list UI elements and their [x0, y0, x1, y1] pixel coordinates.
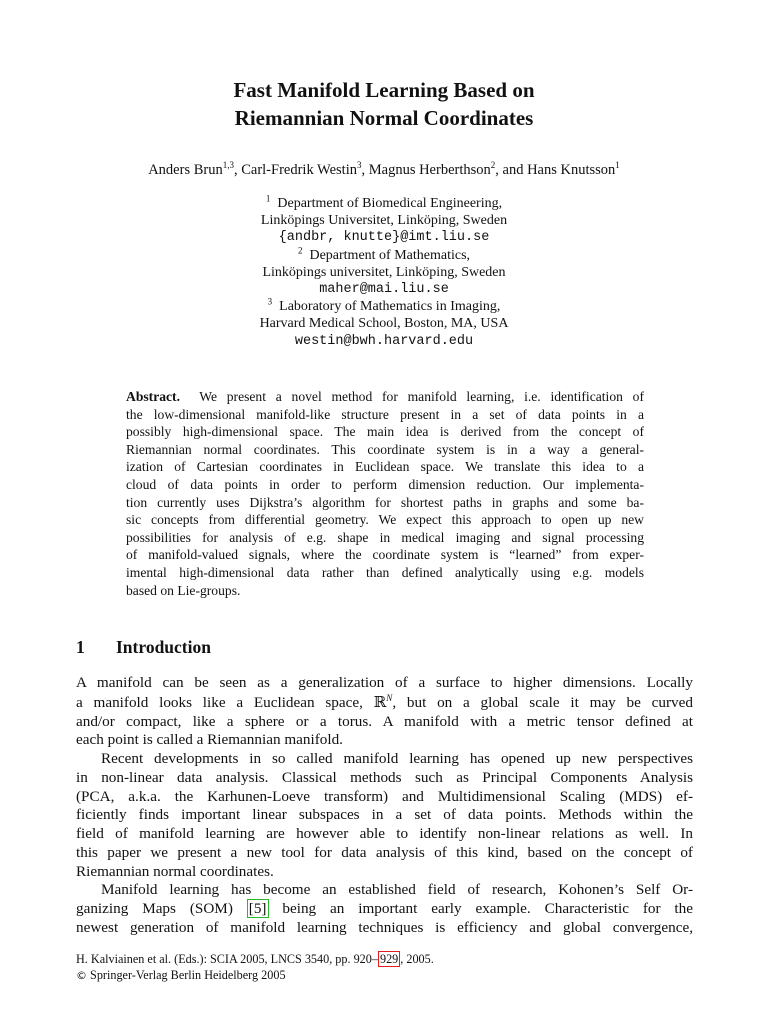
affiliation-3-dept-text: Laboratory of Mathematics in Imaging, — [279, 299, 501, 315]
affiliation-3-inst: Harvard Medical School, Boston, MA, USA — [259, 316, 509, 332]
author-brun: Anders Brun — [148, 162, 223, 178]
abstract-line: tion currently uses Dijkstra’s algorithm for shortest paths in graphs and some ba- — [126, 494, 644, 510]
copyright-text: Springer-Verlag Berlin Heidelberg 2005 — [87, 967, 286, 982]
footer-copyright — [76, 968, 434, 984]
title-line-2: Riemannian Normal Coordinates — [234, 106, 534, 130]
abstract-line: possibly high-dimensional space. The main idea is derived from the concept of — [126, 424, 644, 440]
body-line-text: a manifold looks like a Euclidean space, — [76, 693, 374, 711]
affiliation-1-email[interactable]: {andbr, knutte}@imt.liu.se — [278, 230, 490, 246]
affiliations — [0, 195, 768, 350]
body-line: each point is called a Riemannian manifold. — [76, 731, 343, 749]
body-line: in non-linear data analysis. Classical methods such as Principal Components Analysis — [76, 768, 693, 786]
body-line: and/or compact, like a sphere or a torus. A manifold with a metric tensor defined at — [76, 712, 693, 730]
author-westin-affil: 3 — [356, 160, 362, 171]
abstract-label: Abstract. — [126, 389, 180, 404]
abstract — [126, 388, 644, 599]
affiliation-3-dept — [0, 298, 768, 315]
abstract-line: possibilities for analysis of e.g. shape in medical imaging and signal processing — [126, 529, 644, 545]
body-line: (PCA, a.k.a. the Karhunen-Loeve transform) and Multidimensional Scaling (MDS) ef- — [76, 787, 693, 805]
affiliation-1-dept — [0, 195, 768, 212]
body-line: A manifold can be seen as a generalization of a surface to higher dimensions. Locally — [76, 674, 693, 691]
author-list — [0, 160, 768, 180]
footer-citation-text: H. Kalviainen et al. (Eds.): SCIA 2005, LNCS 3540, pp. 920– — [76, 952, 378, 966]
abstract-line — [126, 388, 644, 406]
page-footer — [76, 952, 434, 983]
affiliation-2-dept — [0, 244, 768, 264]
body-line: field of manifold learning are however able to identify non-linear relations as well. In — [76, 825, 693, 842]
copyright-symbol: © — [76, 968, 87, 982]
body-line — [76, 693, 693, 713]
affiliation-3-number: 3 — [267, 296, 273, 307]
author-knutsson: , and Hans Knutsson — [495, 162, 616, 178]
body-line: Recent developments in so called manifold learning has opened up new perspectives — [101, 750, 693, 767]
author-brun-affil: 1,3 — [222, 160, 234, 171]
citation-link-5[interactable]: [5] — [248, 900, 267, 917]
body-line: this paper we present a new tool for data analysis of this kind, based on the concept of — [76, 843, 693, 861]
author-herberthson: , Magnus Herberthson — [361, 162, 491, 178]
section-title: Introduction — [116, 637, 211, 657]
affiliation-2-number: 2 — [297, 244, 303, 255]
abstract-line: based on Lie-groups. — [126, 582, 241, 598]
body-line-text: , but on a global scale it may be curved — [392, 693, 693, 711]
author-westin: , Carl-Fredrik Westin — [233, 162, 357, 178]
abstract-line: imental high-dimensional data rather than defined analytically using e.g. models — [126, 564, 644, 580]
abstract-line: sic concepts from differential geometry. We expect this approach to open up new — [126, 512, 644, 528]
author-knutsson-affil: 1 — [615, 160, 620, 171]
introduction-body — [76, 674, 693, 938]
abstract-line-text: We present a novel method for manifold learning, i.e. identification of — [199, 389, 644, 404]
body-line: Manifold learning has become an established field of research, Kohonen’s Self Or- — [101, 881, 693, 899]
affiliation-1-number: 1 — [265, 193, 271, 204]
affiliation-1-dept-text: Department of Biomedical Engineering, — [277, 196, 503, 211]
abstract-line: Riemannian normal coordinates. This coordinate system is in a way a general- — [126, 441, 644, 457]
section-number: 1 — [76, 637, 85, 657]
author-herberthson-affil: 2 — [490, 160, 496, 171]
page-range-link[interactable]: 929 — [379, 952, 399, 966]
body-line: ficiently finds important linear subspaces in a set of data points. Methods within the — [76, 806, 693, 824]
affiliation-2-inst: Linköpings universitet, Linköping, Sweden — [262, 264, 506, 280]
abstract-line: ization of Cartesian coordinates in Euclidean space. We translate this idea to a — [126, 459, 644, 475]
body-line: Riemannian normal coordinates. — [76, 862, 274, 880]
footer-citation — [76, 952, 434, 968]
affiliation-3-email[interactable]: westin@bwh.harvard.edu — [294, 333, 474, 349]
affiliation-2-dept-text: Department of Mathematics, — [309, 247, 471, 263]
body-line-text: ganizing Maps (SOM) — [76, 900, 247, 917]
section-heading-introduction — [76, 637, 211, 658]
math-real-symbol: ℝ — [373, 692, 387, 711]
math-superscript-n: N — [386, 692, 393, 703]
paper-title — [0, 76, 768, 132]
footer-citation-end: , 2005. — [400, 952, 434, 966]
abstract-line: cloud of data points in order to perform dimension reduction. Our implementa- — [126, 476, 644, 492]
affiliation-1-inst: Linköpings Universitet, Linköping, Sweden — [260, 213, 508, 229]
abstract-line: of manifold-valued signals, where the coordinate system is “learned” from exper- — [126, 547, 644, 563]
affiliation-2-email[interactable]: maher@mai.liu.se — [319, 282, 449, 298]
body-line: newest generation of manifold learning techniques is efficiency and global convergence, — [76, 918, 693, 936]
body-line — [76, 900, 693, 919]
body-line-text: being an important early example. Characteristic for the — [268, 900, 693, 917]
title-line-1: Fast Manifold Learning Based on — [233, 78, 535, 102]
abstract-line: the low-dimensional manifold-like structure present in a set of data points in a — [126, 406, 644, 422]
